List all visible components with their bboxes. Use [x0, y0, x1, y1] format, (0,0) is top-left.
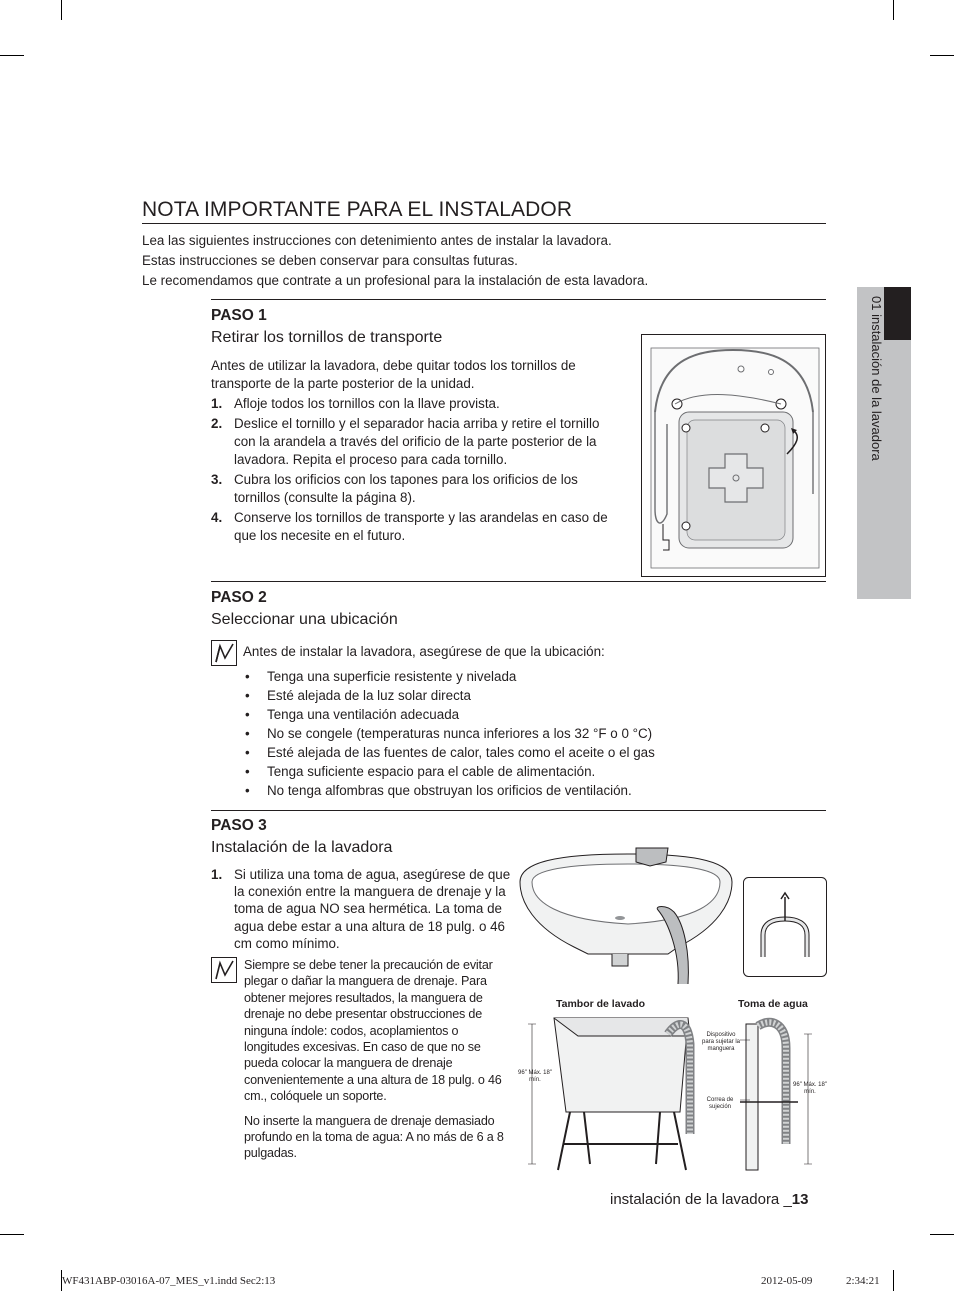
step-item	[211, 415, 623, 469]
crop-mark	[930, 1234, 954, 1235]
bullet-item: • No se congele (temperaturas nunca inferiores a los 32 °F o 0 °C)	[211, 724, 771, 743]
page-title: NOTA IMPORTANTE PARA EL INSTALADOR	[142, 198, 573, 221]
drain-diagram	[518, 1014, 826, 1172]
side-tab-marker	[884, 287, 911, 340]
crop-mark	[893, 1270, 894, 1291]
bullet-item: • No tenga alfombras que obstruyan los orificios de ventilación.	[211, 781, 771, 800]
section-rule	[211, 581, 826, 582]
step-number: 1.	[211, 396, 223, 411]
intro-line: Estas instrucciones se deben conservar para consultas futuras.	[142, 253, 518, 268]
paso3-step	[211, 866, 511, 952]
bullet-item: • Esté alejada de las fuentes de calor, tales como el aceite o el gas	[211, 743, 771, 762]
label-hose-device: Dispositivo para sujetar la manguera	[701, 1032, 741, 1052]
paso3-subtitle: Instalación de la lavadora	[211, 839, 393, 856]
paso1-intro: Antes de utilizar la lavadora, debe quitar todos los tornillos de transporte de la parte posterior de la unidad.	[211, 358, 576, 391]
step-text: Conserve los tornillos de transporte y las arandelas en caso de que los necesite en el futuro.	[234, 510, 608, 543]
step-number: 3.	[211, 472, 223, 487]
footer-file: WF431ABP-03016A-07_MES_v1.indd Sec2:13	[62, 1275, 276, 1287]
label-tub: Tambor de lavado	[556, 998, 646, 1010]
step-number: 4.	[211, 510, 223, 525]
paso2-subtitle: Seleccionar una ubicación	[211, 611, 398, 628]
crop-mark	[930, 55, 954, 56]
step-item	[211, 471, 623, 507]
hose-holder-inset	[743, 877, 827, 977]
paso2-bullets	[211, 667, 771, 800]
note-pencil-icon	[211, 640, 237, 666]
washer-back-illustration	[641, 334, 826, 577]
intro-line: Lea las siguientes instrucciones con detenimiento antes de instalar la lavadora.	[142, 233, 612, 248]
crop-mark	[893, 0, 894, 20]
step-item	[211, 866, 511, 952]
sink-illustration	[518, 842, 736, 988]
step-text: Si utiliza una toma de agua, asegúrese de que la conexión entre la manguera de drenaje y la toma de agua NO sea hermética. La toma de agua debe estar a una altura de 18 pulg. o 46 cm como mínimo.	[234, 867, 511, 951]
step-item	[211, 395, 623, 413]
note-pencil-icon	[211, 957, 237, 983]
paso1-body	[211, 357, 623, 545]
section-rule	[211, 810, 826, 811]
footer-section	[610, 1191, 808, 1208]
paso3-note	[244, 957, 512, 1162]
intro-text	[142, 231, 648, 291]
bullet-item: • Tenga una ventilación adecuada	[211, 705, 771, 724]
paso1-subtitle: Retirar los tornillos de transporte	[211, 329, 443, 346]
bullet-item: • Tenga suficiente espacio para el cable de alimentación.	[211, 762, 771, 781]
step-text: Cubra los orificios con los tapones para los orificios de los tornillos (consulte la página 8).	[234, 472, 578, 505]
step-number: 1.	[211, 867, 223, 882]
footer-date: 2012-05-09	[761, 1275, 813, 1287]
bullet-item: • Tenga una superficie resistente y nivelada	[211, 667, 771, 686]
intro-line: Le recomendamos que contrate a un profesional para la instalación de esta lavadora.	[142, 273, 649, 288]
paso3-label: PASO 3	[211, 817, 267, 834]
step-item	[211, 509, 623, 545]
crop-mark	[61, 0, 62, 20]
page-number: 13	[791, 1191, 809, 1208]
label-height-right: 96" Máx. 18" mín.	[793, 1082, 827, 1095]
step-text: Afloje todos los tornillos con la llave provista.	[234, 396, 500, 411]
bullet-item: • Esté alejada de la luz solar directa	[211, 686, 771, 705]
paso2-note: Antes de instalar la lavadora, asegúrese de que la ubicación:	[243, 644, 605, 659]
note-paragraph: Siempre se debe tener la precaución de evitar plegar o dañar la manguera de drenaje. Para obtener mejores resultados, la manguera de drenaje no debe presentar obstrucciones de ninguna índole: codos, acoplamientos o longitudes excesivas. En caso de que no se pueda colocar la manguera de drenaje convenientemente a una altura de 18 pulg. o 46 cm., colóquele un soporte.	[244, 958, 502, 1104]
side-tab-label: 01 instalación de la lavadora	[869, 296, 884, 461]
footer-time: 2:34:21	[846, 1275, 880, 1287]
crop-mark	[0, 1234, 24, 1235]
label-height-left: 96" Máx. 18" mín.	[518, 1070, 552, 1083]
section-rule	[211, 299, 826, 300]
step-text: Deslice el tornillo y el separador hacia arriba y retire el tornillo con la arandela a través del orificio de la parte posterior de la lavadora. Repita el proceso para cada tornillo.	[234, 416, 600, 467]
crop-mark	[0, 55, 24, 56]
paso1-label: PASO 1	[211, 307, 267, 324]
title-rule	[142, 223, 826, 224]
label-standpipe: Toma de agua	[738, 998, 808, 1010]
note-paragraph: No inserte la manguera de drenaje demasiado profundo en la toma de agua: A no más de 6 a 8 pulgadas.	[244, 1113, 504, 1161]
paso2-label: PASO 2	[211, 589, 267, 606]
step-number: 2.	[211, 416, 223, 431]
footer-section-text: instalación de la lavadora _	[610, 1191, 792, 1208]
label-strap: Correa de sujeción	[706, 1097, 734, 1110]
